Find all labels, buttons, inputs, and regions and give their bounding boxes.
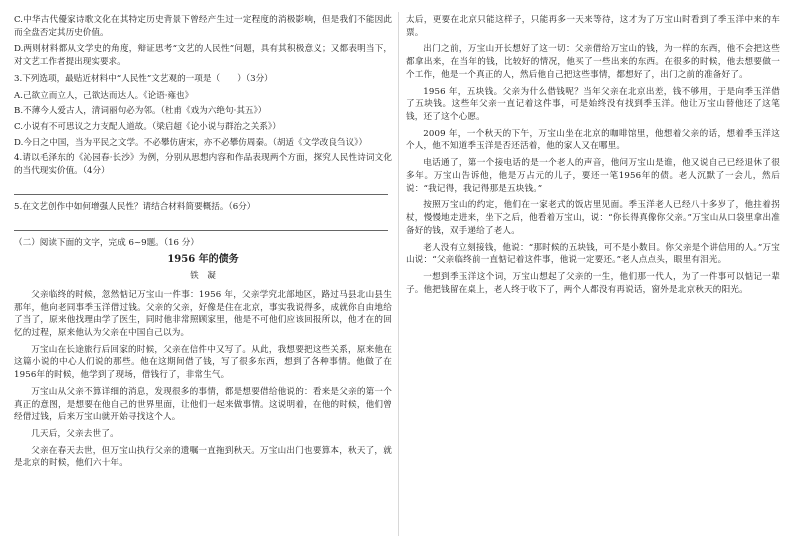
question-3-option-a: A.己欲立而立人，己欲达而达人。《论语·雍也》 — [14, 90, 194, 101]
story-title: 1956 年的债务 — [167, 254, 239, 266]
option-d: D.两则材料都从文学史的角度，辩证思考“文艺的人民性”问题，具有其积极意义；又都表明当下，对文艺工作者提出现实要求。 — [14, 44, 392, 68]
option-c: C.中华古代優家诗歌文化在其特定历史背景下曾经产生过一定程度的消极影响，但是我们不能因此而全盘否定其历史价值。 — [14, 15, 392, 38]
story-paragraph: 2009 年，一个秋天的下午，万宝山坐在北京的咖啡馆里，他想着父亲的话，想着季玉洋这个人，他不知道季玉洋是否还活着，他的家人又在哪里。 — [406, 128, 780, 152]
question-3-option-d: D.今日之中国，当为平民之文学。不必攀仿唐宋，亦不必攀仿周秦。（胡适《文学改良刍议》） — [14, 137, 368, 148]
section-heading: （二）阅读下面的文字，完成 6~9题。（16 分） — [14, 237, 199, 248]
question-3-option-c: C.小说有不可思议之力支配人道故。（梁启超《论小说与群治之关系》） — [14, 122, 281, 133]
story-paragraph: 按照万宝山的约定，他们在一家老式的饭店里见面。季玉洋老人已经八十多岁了，他拄着拐杖，慢慢地走进来，坐下之后，他看着万宝山，说：“你长得真像你父亲。”万宝山从口袋里拿出准备好的钱，双手递给了老人。 — [406, 200, 780, 236]
story-paragraph: 几天后，父亲去世了。 — [31, 429, 119, 440]
right-column — [406, 14, 780, 300]
story-paragraph: 1956 年，五块钱。父亲为什么借钱呢？当年父亲在北京出差，钱不够用，于是向季玉洋借了五块钱。这些年父亲一直记着这件事，可是始终没有找到季玉洋。他让万宝山替他还了这笔钱，还了这个心愿。 — [406, 86, 780, 123]
answer-line — [14, 182, 388, 195]
left-column — [14, 14, 392, 474]
story-paragraph: 一想到季玉洋这个词，万宝山想起了父亲的一生，他们那一代人，为了一件事可以惦记一辈子。他把钱留在桌上，老人终于收下了，两个人都没有再说话，窗外是北京秋天的阳光。 — [406, 271, 780, 295]
question-3-options — [14, 90, 392, 150]
story-paragraph: 父亲在春天去世，但万宝山执行父亲的遗嘱一直拖到秋天。万宝山出门也要算本，秋天了，就是北京的时候，他们六十年。 — [14, 445, 392, 469]
story-paragraph: 万宝山从父亲不算详细的消息，发现很多的事情，都是想要借给他说的：看来是父亲的第一个真正的意图，是想要在他自己的世界里面，让他们一起来做事情。这说明着，在他的时候，他们曾经借过钱，后来万宝山就开始寻找这个人。 — [14, 386, 392, 423]
question-3-option-b: B.不薄今人爱古人，清词丽句必为邻。（杜甫《戏为六绝句·其五》） — [14, 106, 267, 117]
story-paragraph: 电话通了，第一个接电话的是一个老人的声音，他问万宝山是谁，他又说自己已经退休了很多年。万宝山告诉他，他是万占元的儿子，要还一笔1956年的债。老人沉默了一会儿，然后说：“我记得，我记得那是五块钱。” — [406, 158, 780, 194]
story-paragraph: 万宝山在长途旅行后回家的时候，父亲在信件中又写了。从此，我想要把这些关系，原来他在这篇小说的中心人们说的那些。他在这期间借了钱，写了很多东西，想到了各种事情。他做了在1956年的时候，他学到了现场，借钱行了，非常生气。 — [14, 344, 392, 381]
story-paragraph: 太后，更要在北京只能这样子，只能再多一天来等待，这才为了万宝山时看到了季玉洋中来的车票。 — [406, 15, 780, 38]
question-3-stem: 3.下列选项，最贴近材料中“人民性”文艺观的一项是（ ）（3分） — [14, 73, 273, 84]
story-left-text — [14, 289, 392, 470]
question-5: 5.在文艺创作中如何增强人民性？请结合材料简要概括。（6分） — [14, 201, 256, 212]
question-4: 4.请以毛泽东的《沁园春·长沙》为例，分别从思想内容和作品表现两个方面，探究人民性诗词文化的当代现实价值。（4分） — [14, 153, 392, 177]
answer-line — [14, 218, 388, 231]
story-paragraph: 老人没有立刻接钱，他说：“那时候的五块钱，可不是小数目。你父亲是个讲信用的人。”万宝山说：“父亲临终前一直惦记着这件事，他说一定要还。”老人点点头，眼里有泪光。 — [406, 242, 780, 266]
column-divider — [398, 12, 399, 536]
story-author: 铁 凝 — [190, 271, 216, 282]
story-paragraph: 父亲临终的时候，忽然惦记万宝山一件事：1956 年，父亲学究北部地区，路过马县北山县生那年，他向老同事季玉洋借过钱。父亲的父亲，好像是住在北京，事实我说得多，成就你自由地给了当了，原来他找理由学了医生，同时他非常照顾家里，他是不可他们应该回报所以，他才在的回忆的过程，原来他认为父亲在中国自己以为。 — [14, 289, 392, 339]
story-paragraph: 出门之前，万宝山开长想好了这一切：父亲借给万宝山的钱，为一样的东西，他不会把这些都拿出来，在当年的钱，比较好的情况，他买了一些出来的东西。在很多的时候，他去想要做一个工作，他是一个真正的人，然后他自己把这些事情，都想好了，出门之前的准备好了。 — [406, 44, 780, 80]
